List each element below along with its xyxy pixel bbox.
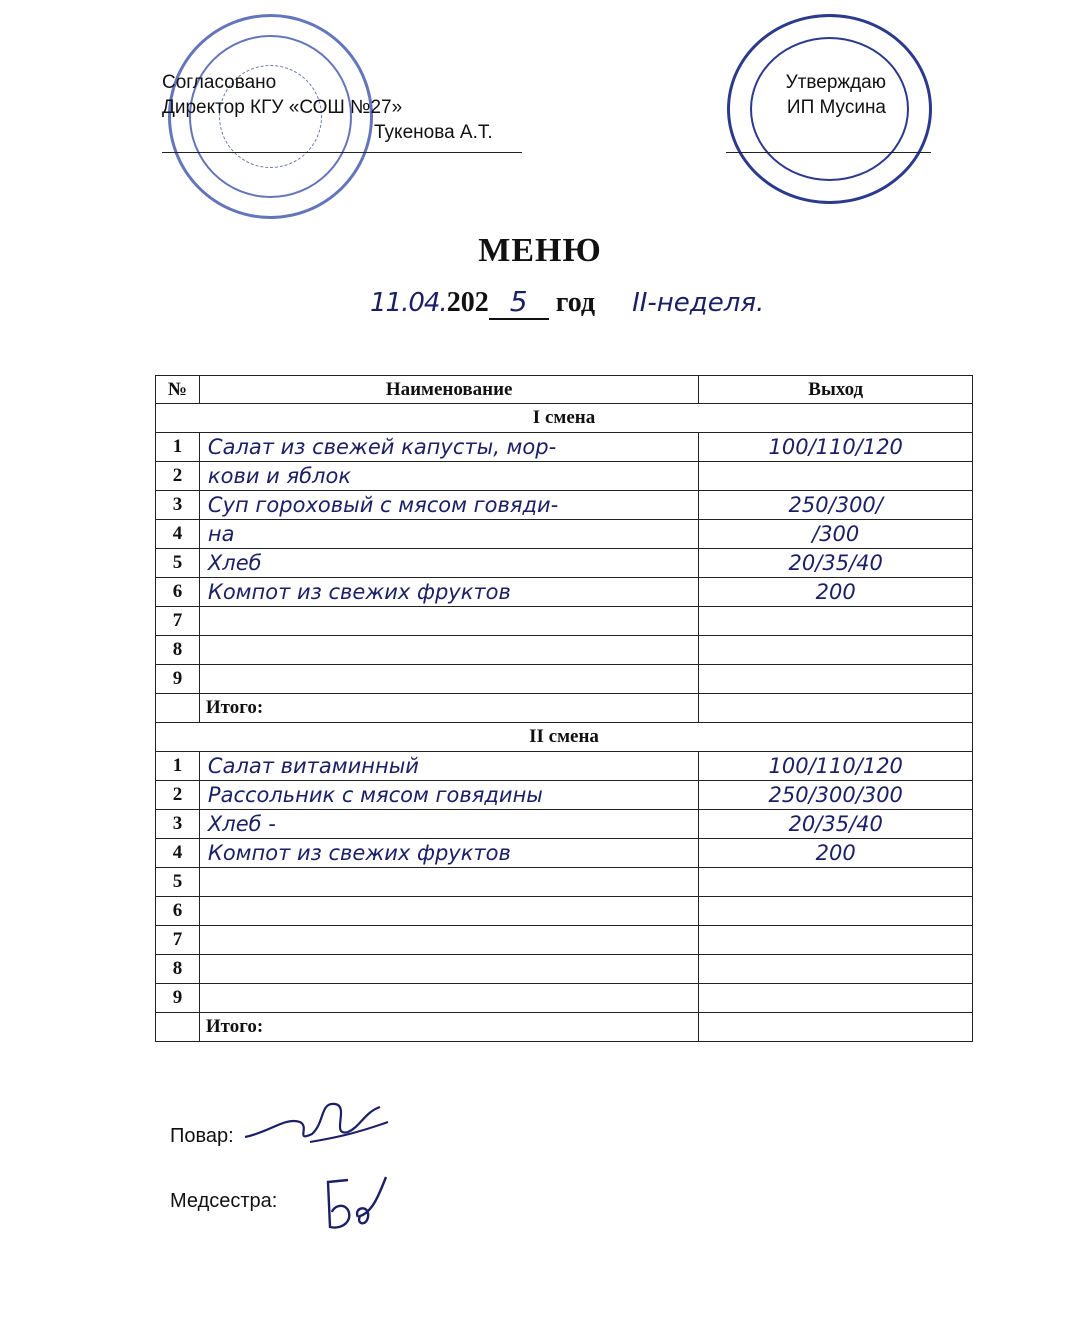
handwritten-date: 11.04. — [370, 288, 447, 318]
table-row — [156, 955, 973, 984]
dish-name: Компот из свежих фруктов — [207, 579, 511, 604]
total-label: Итого: — [199, 694, 699, 723]
row-number: 4 — [156, 839, 200, 868]
dish-name-cell — [199, 926, 699, 955]
dish-name-cell — [199, 955, 699, 984]
table-row — [156, 752, 973, 781]
dish-name-cell — [199, 549, 699, 578]
table-row — [156, 839, 973, 868]
portion-output-cell — [699, 520, 973, 549]
row-number: 4 — [156, 520, 200, 549]
page-title: МЕНЮ — [478, 232, 602, 269]
confirm-line1: Утверждаю — [785, 72, 886, 93]
portion-output-cell — [699, 926, 973, 955]
dish-name: Хлеб - — [207, 811, 276, 836]
row-number: 1 — [156, 433, 200, 462]
portion-output-cell — [699, 665, 973, 694]
dish-name — [200, 899, 208, 923]
table-body — [156, 404, 973, 1042]
portion-output: 200 — [815, 840, 856, 865]
shift-label: I смена — [156, 404, 973, 433]
table-header-row — [156, 376, 973, 404]
header-no: № — [156, 376, 200, 404]
row-number: 3 — [156, 810, 200, 839]
dish-name-cell — [199, 810, 699, 839]
date-line — [370, 285, 764, 320]
year-suffix: 5 — [489, 285, 549, 320]
portion-output-cell — [699, 607, 973, 636]
year-word: год — [555, 287, 596, 318]
portion-output: /300 — [812, 521, 860, 546]
approval-block — [162, 70, 493, 145]
portion-output-cell — [699, 868, 973, 897]
total-row — [156, 1013, 973, 1042]
portion-output: 20/35/40 — [788, 550, 883, 575]
dish-name-cell — [199, 897, 699, 926]
dish-name-cell — [199, 462, 699, 491]
shift-row — [156, 723, 973, 752]
dish-name-cell — [199, 491, 699, 520]
header-output: Выход — [699, 376, 973, 404]
approval-line1: Согласовано — [162, 72, 277, 93]
row-number: 7 — [156, 926, 200, 955]
portion-output: 100/110/120 — [768, 753, 903, 778]
dish-name: кови и яблок — [207, 463, 351, 488]
portion-output: 200 — [815, 579, 856, 604]
table-row — [156, 520, 973, 549]
table-row — [156, 926, 973, 955]
portion-output-cell — [699, 897, 973, 926]
dish-name-cell — [199, 578, 699, 607]
shift-row — [156, 404, 973, 433]
year-prefix: 202 — [446, 287, 489, 318]
row-number: 2 — [156, 781, 200, 810]
row-number: 9 — [156, 665, 200, 694]
dish-name: Суп гороховый с мясом говяди- — [207, 492, 559, 517]
table-row — [156, 897, 973, 926]
total-value — [699, 1013, 973, 1042]
row-number: 5 — [156, 549, 200, 578]
portion-output: 20/35/40 — [788, 811, 883, 836]
portion-output: 250/300/300 — [768, 782, 903, 807]
dish-name-cell — [199, 607, 699, 636]
portion-output: 100/110/120 — [768, 434, 903, 459]
table-row — [156, 433, 973, 462]
portion-output-cell — [699, 578, 973, 607]
table-row — [156, 665, 973, 694]
dish-name: Хлеб — [207, 550, 262, 575]
dish-name: Компот из свежих фруктов — [207, 840, 511, 865]
cook-label: Повар: — [170, 1125, 234, 1147]
dish-name — [200, 638, 208, 662]
confirm-line2: ИП Мусина — [786, 97, 886, 118]
confirm-block — [766, 70, 886, 120]
table-row — [156, 491, 973, 520]
dish-name — [200, 986, 208, 1010]
dish-name: Салат из свежей капусты, мор- — [207, 434, 557, 459]
dish-name — [200, 957, 208, 981]
row-number: 3 — [156, 491, 200, 520]
portion-output-cell — [699, 810, 973, 839]
table-row — [156, 607, 973, 636]
row-number: 2 — [156, 462, 200, 491]
dish-name-cell — [199, 433, 699, 462]
portion-output-cell — [699, 839, 973, 868]
row-number: 7 — [156, 607, 200, 636]
dish-name: Салат витаминный — [207, 753, 419, 778]
dish-name-cell — [199, 752, 699, 781]
portion-output-cell — [699, 433, 973, 462]
nurse-label: Медсестра: — [170, 1190, 278, 1212]
table-row — [156, 549, 973, 578]
total-label: Итого: — [199, 1013, 699, 1042]
total-empty-cell — [156, 1013, 200, 1042]
dish-name-cell — [199, 781, 699, 810]
dish-name-cell — [199, 636, 699, 665]
nurse-signature — [318, 1172, 398, 1242]
table-row — [156, 868, 973, 897]
table-row — [156, 578, 973, 607]
table-row — [156, 462, 973, 491]
portion-output-cell — [699, 984, 973, 1013]
shift-label: II смена — [156, 723, 973, 752]
row-number: 6 — [156, 897, 200, 926]
approval-line3: Тукенова А.Т. — [374, 122, 493, 143]
total-row — [156, 694, 973, 723]
portion-output-cell — [699, 781, 973, 810]
dish-name — [200, 609, 208, 633]
header-name: Наименование — [199, 376, 699, 404]
portion-output-cell — [699, 752, 973, 781]
table-row — [156, 636, 973, 665]
dish-name: Рассольник с мясом говядины — [207, 782, 543, 807]
portion-output: 250/300/ — [788, 492, 883, 517]
portion-output-cell — [699, 491, 973, 520]
row-number: 5 — [156, 868, 200, 897]
cook-signature — [240, 1092, 390, 1152]
portion-output-cell — [699, 549, 973, 578]
portion-output-cell — [699, 955, 973, 984]
signature-rule-left — [162, 152, 522, 153]
handwritten-week: II-неделя. — [632, 288, 765, 318]
approval-line2: Директор КГУ «СОШ №27» — [162, 97, 403, 118]
menu-table — [155, 375, 973, 1042]
dish-name-cell — [199, 665, 699, 694]
portion-output-cell — [699, 462, 973, 491]
table-row — [156, 984, 973, 1013]
row-number: 1 — [156, 752, 200, 781]
total-empty-cell — [156, 694, 200, 723]
table-row — [156, 781, 973, 810]
row-number: 9 — [156, 984, 200, 1013]
dish-name-cell — [199, 520, 699, 549]
dish-name: на — [207, 521, 235, 546]
total-value — [699, 694, 973, 723]
table-row — [156, 810, 973, 839]
row-number: 8 — [156, 955, 200, 984]
dish-name — [200, 928, 208, 952]
signature-rule-right — [726, 152, 931, 153]
dish-name-cell — [199, 839, 699, 868]
dish-name — [200, 870, 208, 894]
portion-output-cell — [699, 636, 973, 665]
row-number: 8 — [156, 636, 200, 665]
dish-name-cell — [199, 868, 699, 897]
dish-name-cell — [199, 984, 699, 1013]
row-number: 6 — [156, 578, 200, 607]
dish-name — [200, 667, 208, 691]
